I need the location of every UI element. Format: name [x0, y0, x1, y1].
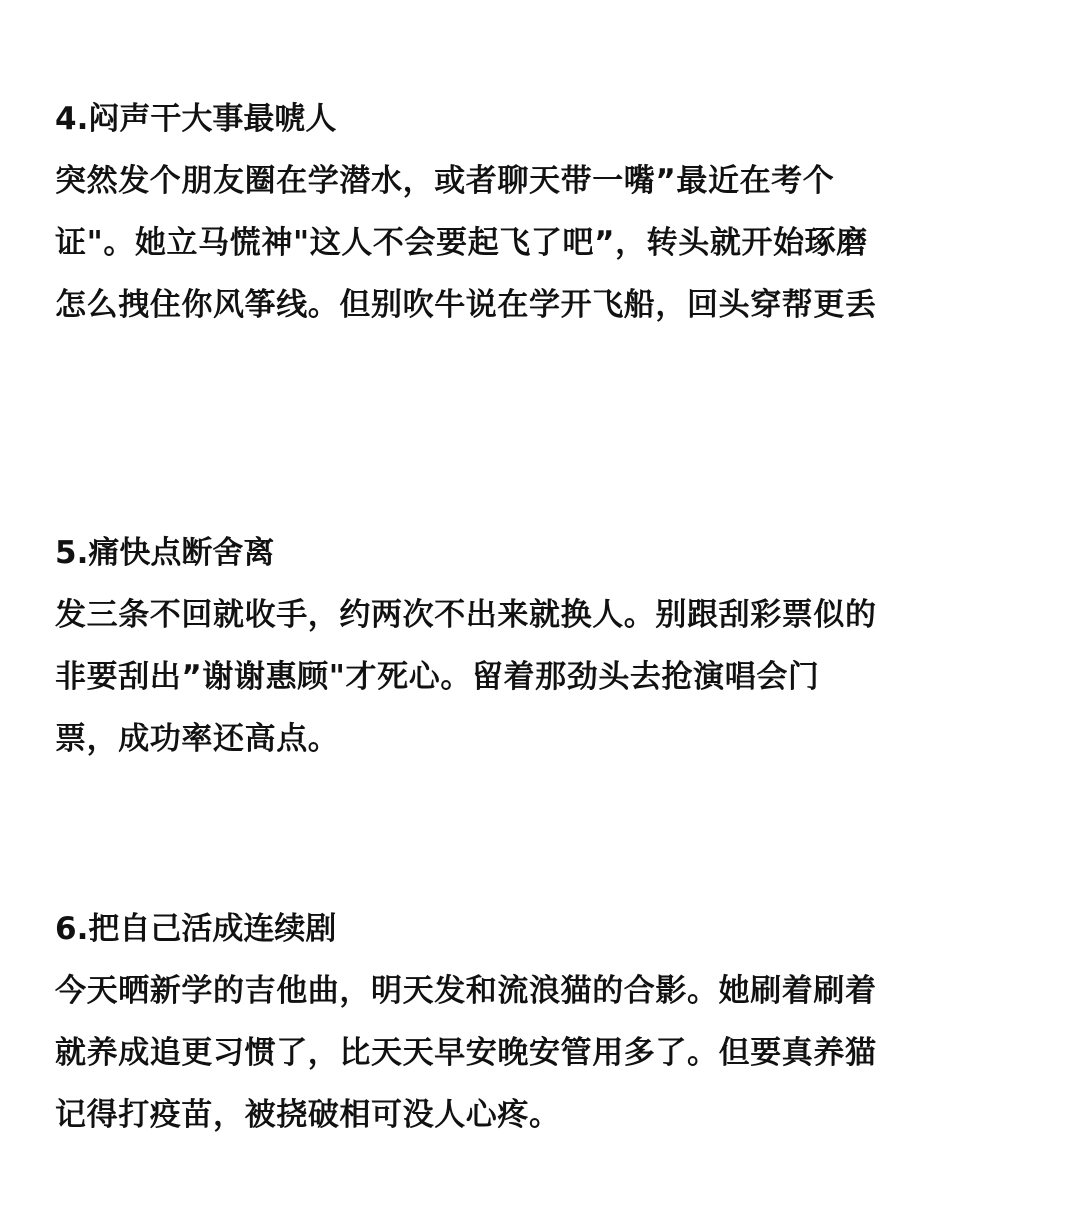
paragraph-line: 今天晒新学的吉他曲，明天发和流浪猫的合影。她刷着刷着	[55, 973, 877, 1009]
paragraph-line: 突然发个朋友圈在学潜水，或者聊天带一嘴”最近在考个	[55, 163, 835, 199]
paragraph-line: 票，成功率还高点。	[55, 721, 340, 757]
paragraph-line: 发三条不回就收手，约两次不出来就换人。别跟刮彩票似的	[55, 597, 877, 633]
paragraph-line: 非要刮出”谢谢惠顾"才死心。留着那劲头去抢演唱会门	[55, 659, 820, 695]
section-title: 4.闷声干大事最唬人	[55, 101, 337, 137]
paragraph-line: 记得打疫苗，被挠破相可没人心疼。	[55, 1097, 561, 1133]
tip-section-4	[55, 88, 1045, 336]
section-title: 6.把自己活成连续剧	[55, 911, 337, 947]
paragraph-line: 就养成追更习惯了，比天天早安晚安管用多了。但要真养猫	[55, 1035, 877, 1071]
paragraph-line: 怎么拽住你风筝线。但别吹牛说在学开飞船，回头穿帮更丢	[55, 287, 877, 323]
paragraph-line: 证"。她立马慌神"这人不会要起飞了吧”，转头就开始琢磨	[55, 225, 868, 261]
section-title: 5.痛快点断舍离	[55, 535, 275, 571]
tip-section-5	[55, 522, 1045, 770]
tip-section-6	[55, 898, 1045, 1146]
